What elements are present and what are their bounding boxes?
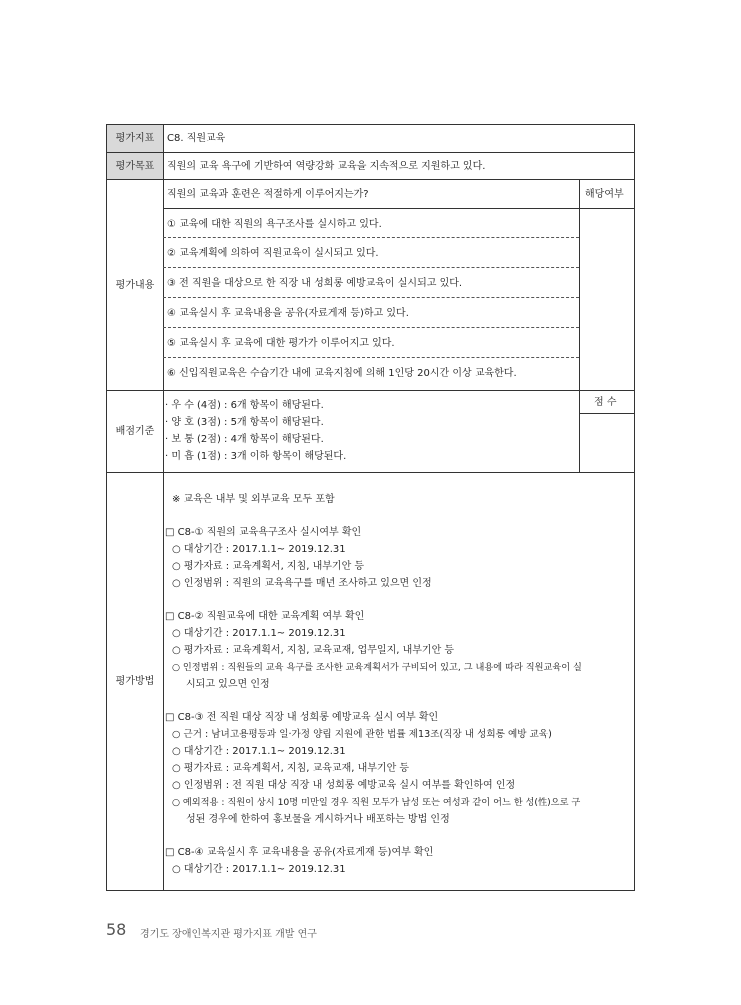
method-line: ○ 예외적용 : 직원이 상시 10명 미만일 경우 직원 모두가 남성 또는 여성과 같이 어느 한 성(性)으로 구 bbox=[172, 797, 581, 808]
scoring-label: 배점기준 bbox=[107, 391, 164, 472]
scoring-item: · 미 흡 (1점) : 3개 이하 항목이 해당된다. bbox=[165, 451, 347, 462]
content-question: 직원의 교육과 훈련은 적절하게 이루어지는가? bbox=[167, 189, 369, 200]
indicator-label: 평가지표 bbox=[107, 125, 164, 152]
method-line: ○ 평가자료 : 교육계획서, 지침, 교육교재, 내부기안 등 bbox=[172, 763, 410, 774]
content-label: 평가내용 bbox=[107, 180, 164, 390]
divider bbox=[163, 327, 579, 328]
scoring-item: · 양 호 (3점) : 5개 항목이 해당된다. bbox=[165, 417, 324, 428]
divider bbox=[579, 413, 635, 414]
content-item: ③ 전 직원을 대상으로 한 직장 내 성희롱 예방교육이 실시되고 있다. bbox=[167, 278, 463, 289]
method-line: ○ 인정범위 : 전 직원 대상 직장 내 성희롱 예방교육 실시 여부를 확인하여 인정 bbox=[172, 780, 516, 791]
divider bbox=[106, 152, 635, 153]
method-label: 평가방법 bbox=[107, 473, 164, 890]
method-line: □ C8-① 직원의 교육욕구조사 실시여부 확인 bbox=[165, 527, 362, 538]
content-item: ④ 교육실시 후 교육내용을 공유(자료게재 등)하고 있다. bbox=[167, 308, 409, 319]
score-header: 점 수 bbox=[594, 397, 617, 408]
divider bbox=[163, 357, 579, 358]
method-line: ○ 근거 : 남녀고용평등과 일·가정 양립 지원에 관한 법률 제13조(직장 내 성희롱 예방 교육) bbox=[172, 729, 552, 740]
method-line: □ C8-④ 교육실시 후 교육내용을 공유(자료게재 등)여부 확인 bbox=[165, 847, 434, 858]
divider bbox=[163, 297, 579, 298]
method-line: ○ 대상기간 : 2017.1.1~ 2019.12.31 bbox=[172, 544, 346, 555]
divider bbox=[163, 267, 579, 268]
indicator-value: C8. 직원교육 bbox=[167, 133, 226, 144]
page-number: 58 bbox=[106, 920, 127, 939]
content-item: ⑤ 교육실시 후 교육에 대한 평가가 이루어지고 있다. bbox=[167, 338, 395, 349]
scoring-item: · 우 수 (4점) : 6개 항목이 해당된다. bbox=[165, 400, 324, 411]
divider bbox=[106, 179, 635, 180]
goal-value: 직원의 교육 욕구에 기반하여 역량강화 교육을 지속적으로 지원하고 있다. bbox=[167, 161, 486, 172]
scoring-item: · 보 통 (2점) : 4개 항목이 해당된다. bbox=[165, 434, 324, 445]
divider bbox=[579, 180, 580, 391]
divider bbox=[106, 390, 635, 391]
method-line: ○ 평가자료 : 교육계획서, 지침, 교육교재, 업무일지, 내부기안 등 bbox=[172, 645, 455, 656]
method-line: ○ 평가자료 : 교육계획서, 지침, 내부기안 등 bbox=[172, 561, 365, 572]
goal-label: 평가목표 bbox=[107, 153, 164, 179]
method-line: □ C8-② 직원교육에 대한 교육계획 여부 확인 bbox=[165, 611, 365, 622]
method-line: □ C8-③ 전 직원 대상 직장 내 성희롱 예방교육 실시 여부 확인 bbox=[165, 712, 439, 723]
method-line: 시되고 있으면 인정 bbox=[186, 679, 270, 690]
method-line: ○ 인정범위 : 직원의 교육욕구를 매년 조사하고 있으면 인정 bbox=[172, 578, 432, 589]
method-line: ○ 인정범위 : 직원들의 교육 욕구를 조사한 교육계획서가 구비되어 있고, 그 내용에 따라 직원교육이 실 bbox=[172, 662, 582, 673]
divider bbox=[579, 391, 580, 473]
evaluation-table bbox=[106, 124, 635, 891]
method-line: ○ 대상기간 : 2017.1.1~ 2019.12.31 bbox=[172, 628, 346, 639]
applicable-header: 해당여부 bbox=[585, 189, 624, 200]
method-line: ○ 대상기간 : 2017.1.1~ 2019.12.31 bbox=[172, 746, 346, 757]
footer-title: 경기도 장애인복지관 평가지표 개발 연구 bbox=[140, 929, 317, 940]
method-line: 성된 경우에 한하여 홍보물을 게시하거나 배포하는 방법 인정 bbox=[186, 814, 450, 825]
content-item: ① 교육에 대한 직원의 욕구조사를 실시하고 있다. bbox=[167, 219, 382, 230]
method-line: ※ 교육은 내부 및 외부교육 모두 포함 bbox=[172, 494, 335, 505]
content-item: ② 교육계획에 의하여 직원교육이 실시되고 있다. bbox=[167, 248, 379, 259]
divider bbox=[106, 472, 635, 473]
divider bbox=[163, 237, 579, 238]
content-item: ⑥ 신입직원교육은 수습기간 내에 교육지침에 의해 1인당 20시간 이상 교육한다. bbox=[167, 368, 517, 379]
method-line: ○ 대상기간 : 2017.1.1~ 2019.12.31 bbox=[172, 864, 346, 875]
divider bbox=[163, 208, 635, 209]
